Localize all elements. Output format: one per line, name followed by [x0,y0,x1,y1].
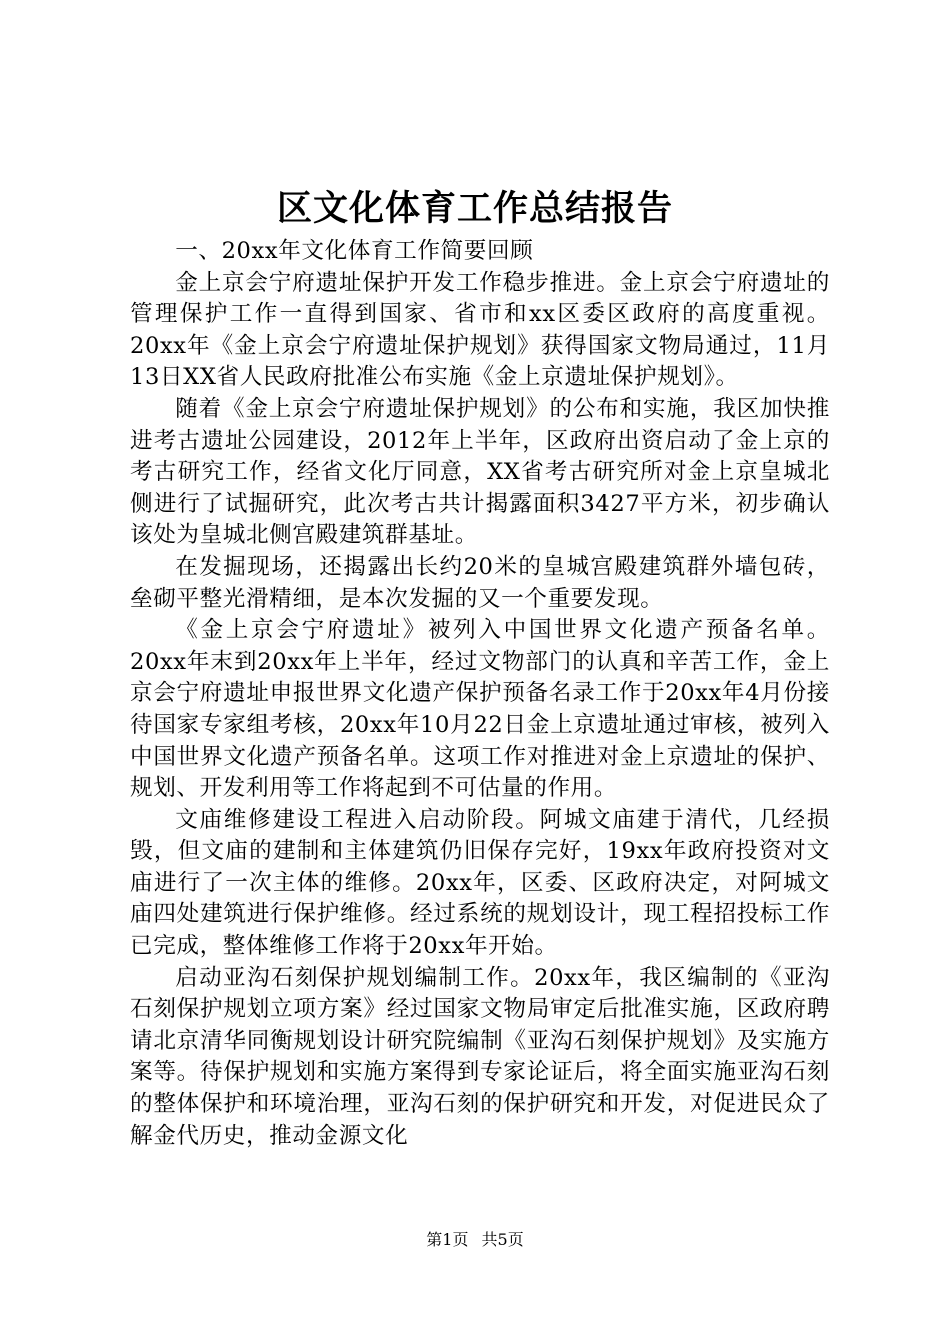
section-heading: 一、20xx年文化体育工作简要回顾 [175,238,534,264]
page-total: 共5页 [481,1230,524,1249]
page-title: 区文化体育工作总结报告 [276,189,673,229]
paragraph: 在发掘现场，还揭露出长约20米的皇城宫殿建筑群外墙包砖，垒砌平整光滑精细，是本次发掘的又一个重要发现。 [130,553,830,612]
paragraph: 文庙维修建设工程进入启动阶段。阿城文庙建于清代，几经损毁，但文庙的建制和主体建筑仍旧保存完好，19xx年政府投资对文庙进行了一次主体的维修。20xx年，区委、区政府决定，对阿城文庙四处建筑进行保护维修。经过系统的规划设计，现工程招投标工作已完成，整体维修工作将于20xx年开始。 [130,806,830,960]
paragraph: 金上京会宁府遗址保护开发工作稳步推进。金上京会宁府遗址的管理保护工作一直得到国家、省市和xx区委区政府的高度重视。20xx年《金上京会宁府遗址保护规划》获得国家文物局通过，11月13日XX省人民政府批准公布实施《金上京遗址保护规划》。 [130,269,830,391]
paragraph: 随着《金上京会宁府遗址保护规划》的公布和实施，我区加快推进考古遗址公园建设，2012年上半年，区政府出资启动了金上京的考古研究工作，经省文化厅同意，XX省考古研究所对金上京皇城北侧进行了试掘研究，此次考古共计揭露面积3427平方米，初步确认该处为皇城北侧宫殿建筑群基址。 [130,395,830,549]
paragraph: 启动亚沟石刻保护规划编制工作。20xx年，我区编制的《亚沟石刻保护规划立项方案》经过国家文物局审定后批准实施，区政府聘请北京清华同衡规划设计研究院编制《亚沟石刻保护规划》及实施方案等。待保护规划和实施方案得到专家论证后，将全面实施亚沟石刻的整体保护和环境治理，亚沟石刻的保护研究和开发，对促进民众了解金代历史，推动金源文化 [130,964,830,1149]
page-number: 第1页 [426,1230,469,1249]
page-footer [0,1228,950,1252]
document-body [130,236,830,1152]
paragraph: 《金上京会宁府遗址》被列入中国世界文化遗产预备名单。20xx年末到20xx年上半年，经过文物部门的认真和辛苦工作，金上京会宁府遗址申报世界文化遗产保护预备名录工作于20xx年4月份接待国家专家组考核，20xx年10月22日金上京遗址通过审核，被列入中国世界文化遗产预备名单。这项工作对推进对金上京遗址的保护、规划、开发利用等工作将起到不可估量的作用。 [130,617,830,802]
